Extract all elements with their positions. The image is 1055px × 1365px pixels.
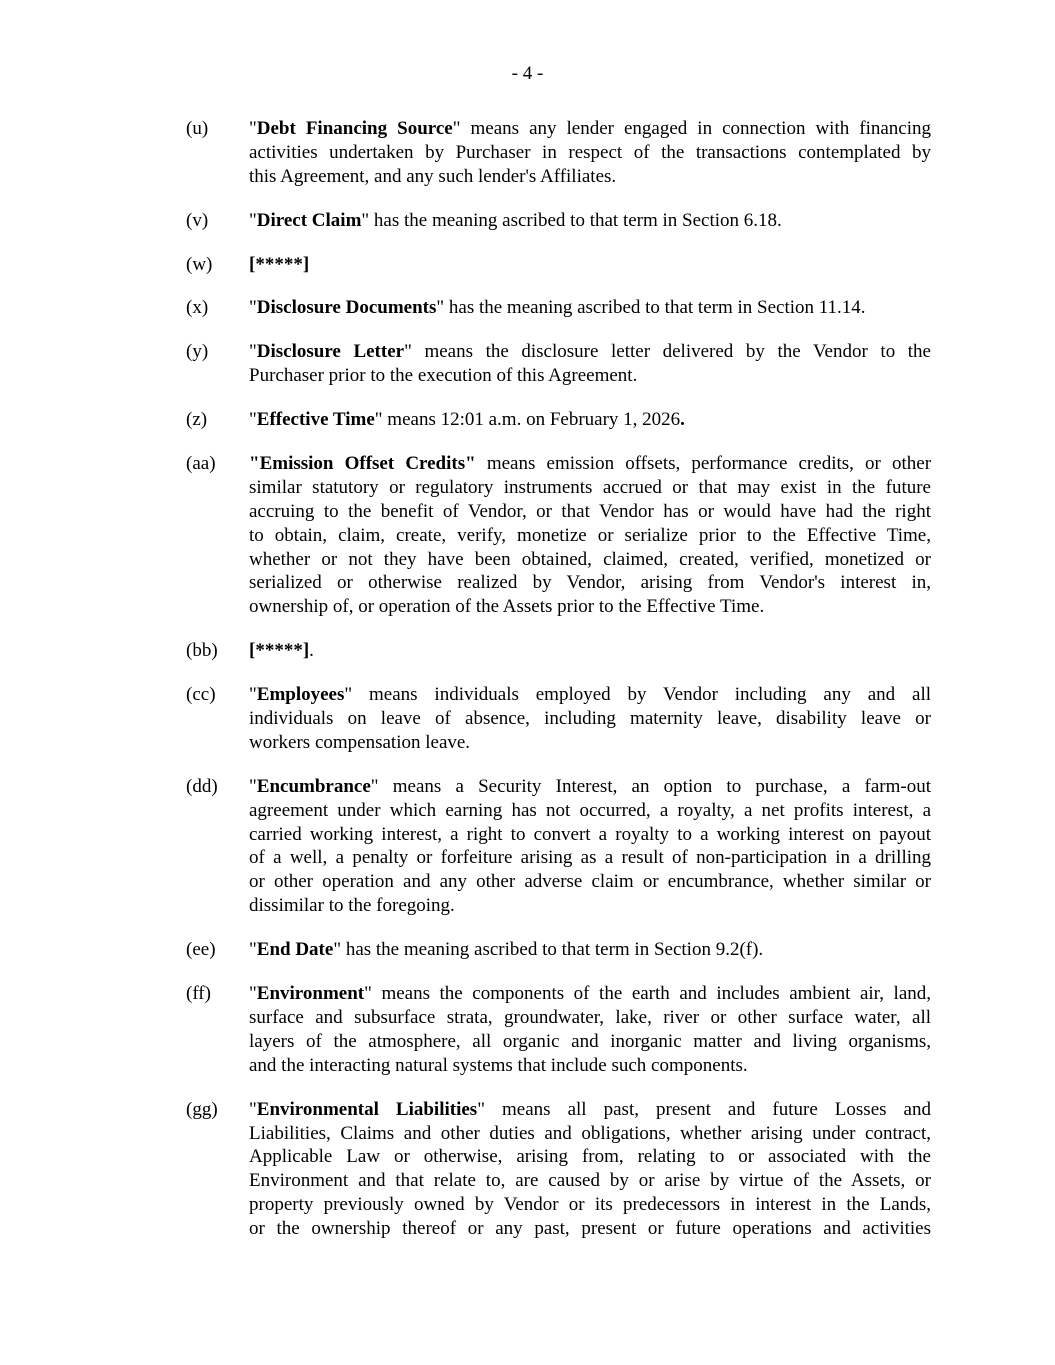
definition-redacted-w <box>186 253 932 277</box>
defined-term: Environment <box>256 983 365 1005</box>
defined-term: Employees <box>256 684 345 706</box>
definition-line: accruing to the benefit of Vendor, or that Vendor has or would have had the right <box>249 500 931 522</box>
definition-employees <box>186 683 932 755</box>
definition-line: of a well, a penalty or forfeiture arising as a result of non-participation in a drilling <box>249 847 931 869</box>
definition-body <box>249 296 931 320</box>
definition-encumbrance <box>186 775 932 918</box>
definition-body <box>249 253 931 277</box>
definition-line: workers compensation leave. <box>249 731 471 753</box>
defined-term: Emission Offset Credits <box>259 453 466 475</box>
definition-line: "Emission Offset Credits" means emission offsets, performance credits, or other <box>249 453 932 475</box>
definition-label: (x) <box>186 297 209 319</box>
definition-label: (cc) <box>186 684 216 706</box>
definition-label: (dd) <box>186 775 218 797</box>
definition-line: "Direct Claim" has the meaning ascribed to that term in Section 6.18. <box>249 209 782 231</box>
definition-environment <box>186 982 932 1078</box>
definition-label: (v) <box>186 209 209 231</box>
definition-line: or the ownership thereof or any past, present or future operations and activities <box>249 1218 931 1240</box>
definition-body <box>249 117 931 189</box>
definition-line: individuals on leave of absence, including maternity leave, disability leave or <box>249 708 931 730</box>
definition-line: agreement under which earning has not occurred, a royalty, a net profits interest, a <box>249 799 931 821</box>
defined-term: End Date <box>256 939 334 961</box>
definition-end-date <box>186 938 932 962</box>
definition-body <box>249 982 931 1078</box>
redacted-text: [*****] <box>249 640 310 662</box>
defined-term: Disclosure Letter <box>256 341 405 363</box>
redacted-text: [*****] <box>249 253 310 275</box>
definition-line: activities undertaken by Purchaser in respect of the transactions contemplated by <box>249 141 931 163</box>
definition-line: "Employees" means individuals employed by Vendor including any and all <box>249 684 931 706</box>
definition-label: (z) <box>186 409 208 431</box>
definition-line: whether or not they have been obtained, claimed, created, verified, monetized or <box>249 548 931 570</box>
definition-line: "Effective Time" means 12:01 a.m. on February 1, 2026. <box>249 409 685 431</box>
definition-label: (gg) <box>186 1098 218 1120</box>
defined-term: Disclosure Documents <box>256 297 437 319</box>
definition-line: dissimilar to the foregoing. <box>249 895 455 917</box>
definition-body <box>249 340 931 388</box>
definition-line: "Environmental Liabilities" means all past, present and future Losses and <box>249 1098 931 1120</box>
definition-line <box>249 253 931 277</box>
definition-line: similar statutory or regulatory instruments accrued or that may exist in the future <box>249 476 931 498</box>
definition-line: "End Date" has the meaning ascribed to that term in Section 9.2(f). <box>249 939 764 961</box>
definition-label: (ee) <box>186 939 216 961</box>
definition-label: (ff) <box>186 983 211 1005</box>
defined-term: Direct Claim <box>256 209 362 231</box>
definition-line: Purchaser prior to the execution of this Agreement. <box>249 365 638 387</box>
definition-body <box>249 408 931 432</box>
definition-body <box>249 775 931 918</box>
defined-term: Environmental Liabilities <box>256 1098 478 1120</box>
definition-line: "Encumbrance" means a Security Interest, an option to purchase, a farm-out <box>249 775 931 797</box>
definition-label: (u) <box>186 118 209 139</box>
definition-line: "Disclosure Letter" means the disclosure letter delivered by the Vendor to the <box>249 341 931 363</box>
definition-direct-claim <box>186 209 932 233</box>
page-number: - 4 - <box>511 63 544 84</box>
definition-line: Environment and that relate to, are caused by or arise by virtue of the Assets, or <box>249 1170 931 1192</box>
definition-body <box>249 452 931 619</box>
definition-line: property previously owned by Vendor or its predecessors in interest in the Lands, <box>249 1194 931 1216</box>
definition-line: serialized or otherwise realized by Vendor, arising from Vendor's interest in, <box>249 572 931 594</box>
definition-debt-financing-source <box>186 117 932 189</box>
definition-line: and the interacting natural systems that include such components. <box>249 1054 748 1076</box>
definition-label: (w) <box>186 253 213 275</box>
definition-label: (y) <box>186 341 209 363</box>
definition-body <box>249 639 931 663</box>
definition-line: "Environment" means the components of the earth and includes ambient air, land, <box>249 983 932 1005</box>
definition-body <box>249 683 931 755</box>
definition-disclosure-documents <box>186 296 932 320</box>
definition-line: [*****]. <box>249 640 314 662</box>
definition-line: Liabilities, Claims and other duties and obligations, whether arising under contract, <box>249 1122 931 1144</box>
defined-term: Encumbrance <box>256 775 371 797</box>
definition-line: to obtain, claim, create, verify, monetize or serialize prior to the Effective Time, <box>249 524 931 546</box>
definition-line: layers of the atmosphere, all organic and inorganic matter and living organisms, <box>249 1030 931 1052</box>
definition-line: this Agreement, and any such lender's Affiliates. <box>249 165 617 187</box>
defined-term: Debt Financing Source <box>256 118 453 139</box>
definition-disclosure-letter <box>186 340 932 388</box>
definition-line: ownership of, or operation of the Assets prior to the Effective Time. <box>249 596 765 618</box>
definition-label: (aa) <box>186 453 216 475</box>
definition-body <box>249 1098 931 1241</box>
definition-line: or other operation and any other adverse claim or encumbrance, whether similar or <box>249 871 931 893</box>
defined-term: Effective Time <box>256 409 375 431</box>
definition-body <box>249 209 931 233</box>
definition-line: "Disclosure Documents" has the meaning ascribed to that term in Section 11.14. <box>249 297 866 319</box>
definition-emission-offset-credits <box>186 452 932 619</box>
definition-line: surface and subsurface strata, groundwater, lake, river or other surface water, all <box>249 1006 931 1028</box>
definition-environmental-liabilities <box>186 1098 932 1241</box>
definition-redacted-bb <box>186 639 932 663</box>
definition-line: carried working interest, a right to convert a royalty to a working interest on payout <box>249 823 931 845</box>
definitions-list <box>186 117 932 1261</box>
definition-effective-time <box>186 408 932 432</box>
definition-label: (bb) <box>186 640 218 662</box>
definition-line: Applicable Law or otherwise, arising from, relating to or associated with the <box>249 1146 931 1168</box>
definition-body <box>249 938 931 962</box>
definition-line: "Debt Financing Source" means any lender engaged in connection with financing <box>249 118 932 139</box>
